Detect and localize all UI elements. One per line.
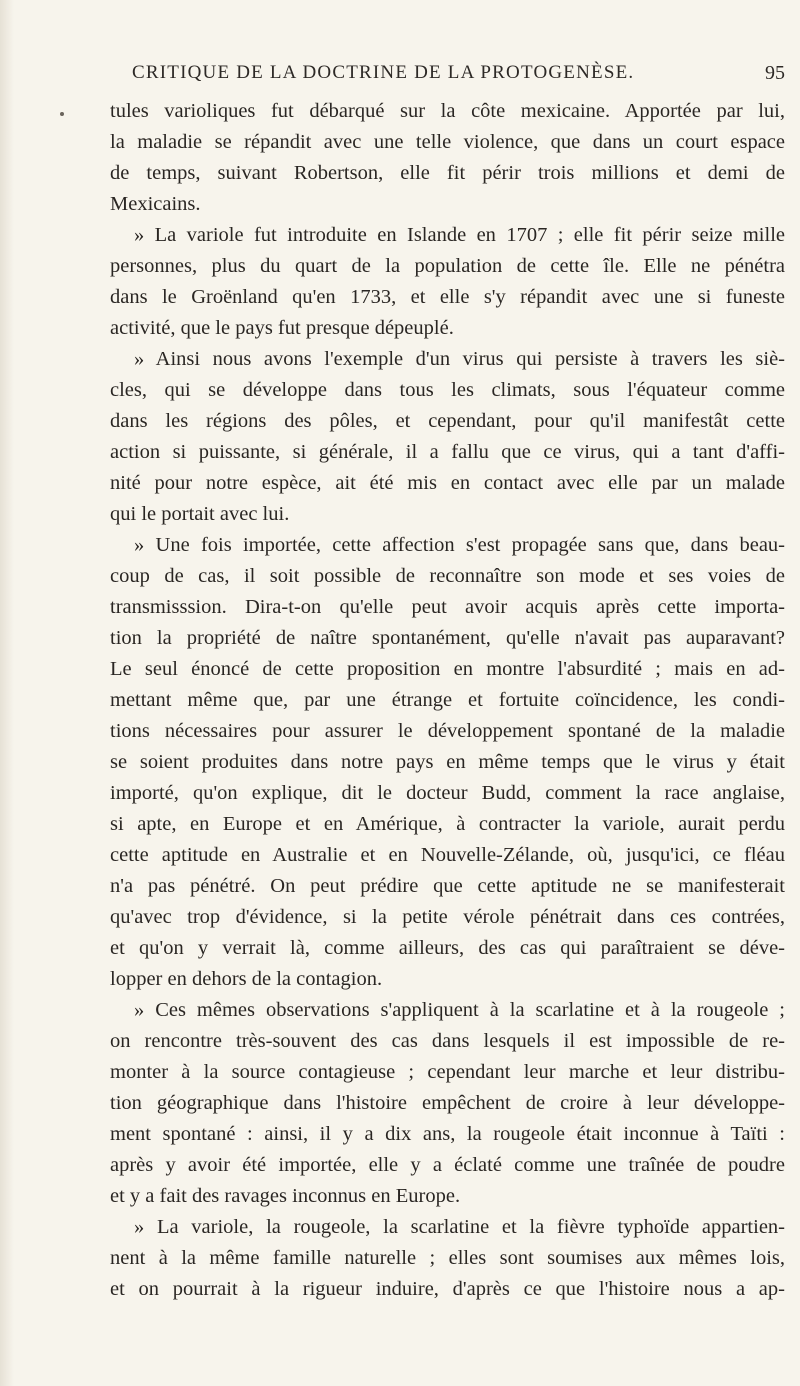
body-text [110, 96, 785, 1305]
text-line: mettant même que, par une étrange et fortuite coïncidence, les condi- [110, 689, 785, 711]
text-line: tules varioliques fut débarqué sur la côte mexicaine. Apportée par lui, [110, 100, 785, 122]
text-line: » Ainsi nous avons l'exemple d'un virus qui persiste à travers les siè- [134, 348, 785, 370]
text-line: qu'avec trop d'évidence, si la petite vérole pénétrait dans ces contrées, [110, 906, 785, 928]
text-line: se soient produites dans notre pays en même temps que le virus y était [110, 751, 785, 773]
text-line: cette aptitude en Australie et en Nouvelle-Zélande, où, jusqu'ici, ce fléau [110, 844, 785, 866]
text-line: activité, que le pays fut presque dépeuplé. [110, 317, 454, 339]
running-title: CRITIQUE DE LA DOCTRINE DE LA PROTOGENÈSE. [132, 62, 635, 83]
text-line: Le seul énoncé de cette proposition en montre l'absurdité ; mais en ad- [110, 658, 785, 680]
text-line: ment spontané : ainsi, il y a dix ans, la rougeole était inconnue à Taïti : [110, 1123, 785, 1145]
text-line: et on pourrait à la rigueur induire, d'après ce que l'histoire nous a ap- [110, 1278, 785, 1300]
text-line: lopper en dehors de la contagion. [110, 968, 383, 990]
text-line: monter à la source contagieuse ; cependant leur marche et leur distribu- [110, 1061, 785, 1083]
text-line: qui le portait avec lui. [110, 503, 290, 525]
text-line: » Une fois importée, cette affection s'est propagée sans que, dans beau- [134, 534, 785, 556]
text-line: » Ces mêmes observations s'appliquent à la scarlatine et à la rougeole ; [134, 999, 785, 1021]
text-line: tion la propriété de naître spontanément, qu'elle n'avait pas auparavant? [110, 627, 785, 649]
text-line: on rencontre très-souvent des cas dans lesquels il est impossible de re- [110, 1030, 785, 1052]
text-line: coup de cas, il soit possible de reconnaître son mode et ses voies de [110, 565, 785, 587]
text-line: personnes, plus du quart de la population de cette île. Elle ne pénétra [110, 255, 785, 277]
text-line: et y a fait des ravages inconnus en Europe. [110, 1185, 461, 1207]
text-line: après y avoir été importée, elle y a éclaté comme une traînée de poudre [110, 1154, 785, 1176]
text-line: tions nécessaires pour assurer le développement spontané de la maladie [110, 720, 785, 742]
text-line: action si puissante, si générale, il a fallu que ce virus, qui a tant d'affi- [110, 441, 785, 463]
text-line: la maladie se répandit avec une telle violence, que dans un court espace [110, 131, 785, 153]
text-line: si apte, en Europe et en Amérique, à contracter la variole, aurait perdu [110, 813, 785, 835]
text-line: cles, qui se développe dans tous les climats, sous l'équateur comme [110, 379, 785, 401]
text-line: nent à la même famille naturelle ; elles sont soumises aux mêmes lois, [110, 1247, 785, 1269]
page-gutter [0, 0, 14, 1386]
text-line: Mexicains. [110, 193, 201, 215]
text-line: nité pour notre espèce, ait été mis en contact avec elle par un malade [110, 472, 785, 494]
text-line: » La variole fut introduite en Islande en 1707 ; elle fit périr seize mille [134, 224, 785, 246]
page-header [110, 62, 785, 92]
text-line: n'a pas pénétré. On peut prédire que cette aptitude ne se manifesterait [110, 875, 785, 897]
text-line: » La variole, la rougeole, la scarlatine et la fièvre typhoïde appartien- [134, 1216, 785, 1238]
text-line: de temps, suivant Robertson, elle fit périr trois millions et demi de [110, 162, 785, 184]
text-line: tion géographique dans l'histoire empêchent de croire à leur développe- [110, 1092, 785, 1114]
text-line: et qu'on y verrait là, comme ailleurs, des cas qui paraîtraient se déve- [110, 937, 785, 959]
text-line: transmisssion. Dira-t-on qu'elle peut avoir acquis après cette importa- [110, 596, 785, 618]
page-number: 95 [765, 62, 785, 84]
text-line: dans le Groënland qu'en 1733, et elle s'y répandit avec une si funeste [110, 286, 785, 308]
text-line: dans les régions des pôles, et cependant, pour qu'il manifestât cette [110, 410, 785, 432]
text-line: importé, qu'on explique, dit le docteur Budd, comment la race anglaise, [110, 782, 785, 804]
margin-mark [60, 112, 64, 116]
